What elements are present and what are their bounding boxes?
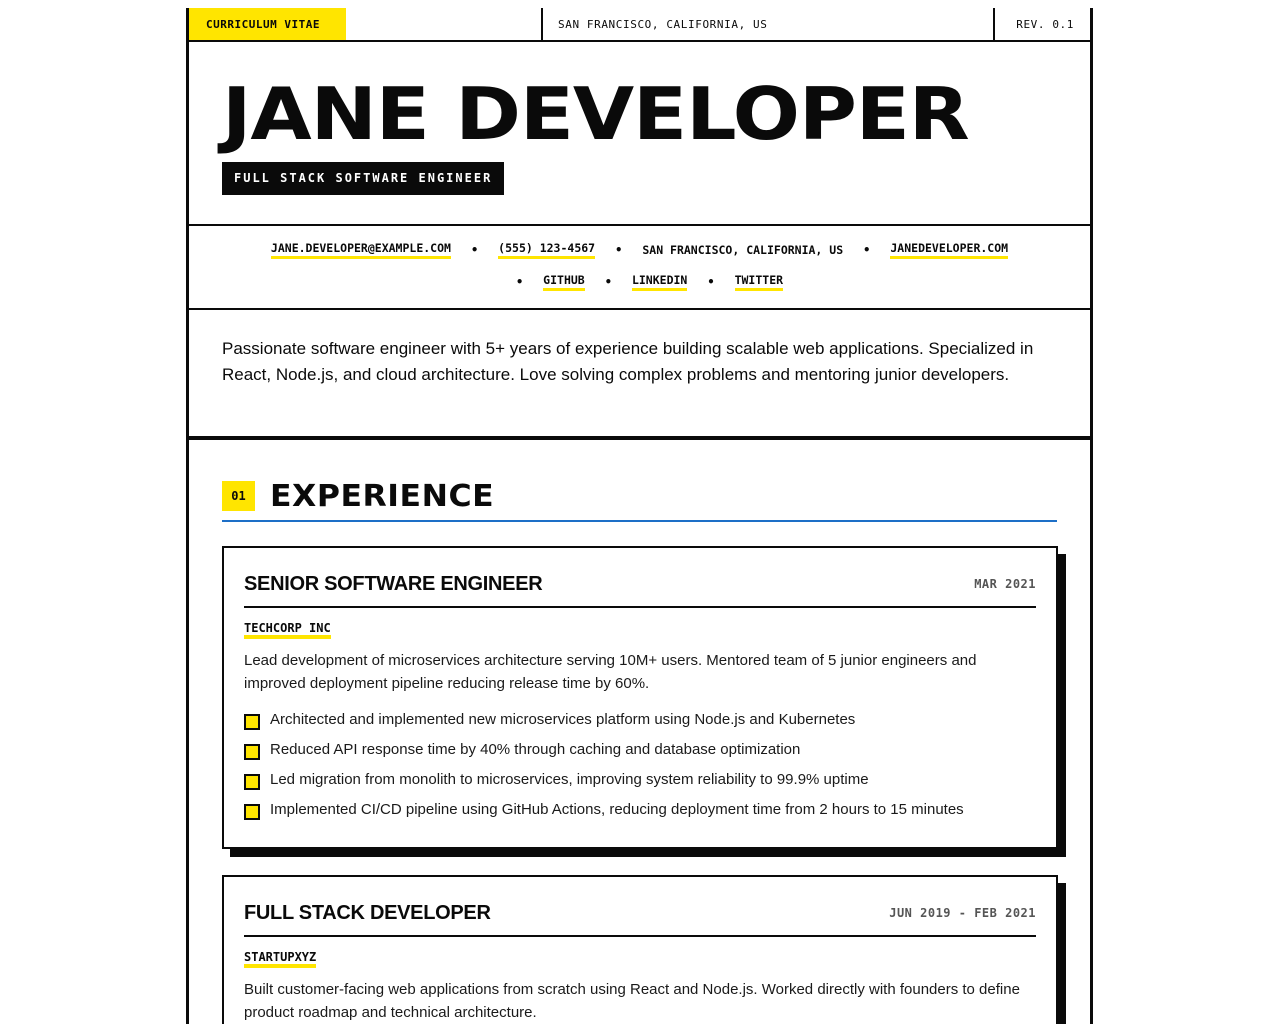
job-title: FULL STACK DEVELOPER [244,901,491,924]
job-highlights [244,705,1036,825]
list-item [244,705,1036,735]
highlight-text: Reduced API response time by 40% through caching and database optimization [270,741,801,758]
section-title: EXPERIENCE [270,478,495,514]
contact-bar [189,226,1090,310]
square-bullet-icon [244,804,260,820]
separator-dot: • [863,243,871,257]
list-item [244,795,1036,825]
highlight-text: Led migration from monolith to microservices, improving system reliability to 99.9% uptime [270,771,869,788]
email-link[interactable]: JANE.DEVELOPER@EXAMPLE.COM [271,241,451,259]
square-bullet-icon [244,774,260,790]
job-title: SENIOR SOFTWARE ENGINEER [244,572,543,595]
list-item [244,735,1036,765]
candidate-name: JANE DEVELOPER [222,72,969,156]
separator-dot: • [470,243,479,257]
job-description: Built customer-facing web applications from scratch using React and Node.js. Worked directly with founders to define product roadmap and technical architecture. [244,981,1020,1021]
professional-summary: Passionate software engineer with 5+ years of experience building scalable web applications. Specialized in React, Node.js, and cloud architecture. Love solving complex problems and mentoring junior developers. [189,310,1090,440]
revision-label: REV. 0.1 [1016,17,1074,31]
highlight-text: Architected and implemented new microservices platform using Node.js and Kubernetes [270,711,856,728]
twitter-link[interactable]: TWITTER [735,273,783,291]
experience-section [189,440,1090,1024]
job-card [222,546,1058,849]
job-card [222,875,1058,1024]
contact-row-1 [189,242,1090,258]
top-bar [189,8,1090,42]
square-bullet-icon [244,744,260,760]
job-card-body [222,546,1058,849]
job-date: MAR 2021 [974,577,1036,591]
contact-row-2 [189,274,1090,290]
linkedin-link[interactable]: LINKEDIN [632,273,687,291]
github-link[interactable]: GITHUB [543,273,585,291]
job-description: Lead development of microservices architecture serving 10M+ users. Mentored team of 5 junior engineers and improved deployment pipeline reducing release time by 60%. [244,652,977,692]
separator-dot: • [515,275,524,289]
job-card-body [222,875,1058,1024]
separator-dot: • [707,275,715,289]
separator-dot: • [615,243,623,257]
document-type-label: CURRICULUM VITAE [189,8,346,40]
highlight-text: Implemented CI/CD pipeline using GitHub Actions, reducing deployment time from 2 hours to 15 minutes [270,801,964,818]
company-name: TECHCORP INC [244,622,331,639]
separator-dot: • [604,275,612,289]
job-header [244,897,1036,937]
resume-sheet [186,8,1093,1024]
job-date: JUN 2019 - FEB 2021 [889,906,1036,920]
candidate-role-badge: FULL STACK SOFTWARE ENGINEER [222,162,504,195]
website-link[interactable]: JANEDEVELOPER.COM [890,241,1008,259]
section-number: 01 [222,481,255,511]
top-bar-location: SAN FRANCISCO, CALIFORNIA, US [541,8,995,40]
square-bullet-icon [244,714,260,730]
phone-link[interactable]: (555) 123-4567 [498,241,595,259]
contact-location: SAN FRANCISCO, CALIFORNIA, US [642,243,844,257]
job-header [244,568,1036,608]
section-heading [222,476,1057,522]
resume-header [189,42,1090,226]
company-name: STARTUPXYZ [244,951,316,968]
list-item [244,765,1036,795]
